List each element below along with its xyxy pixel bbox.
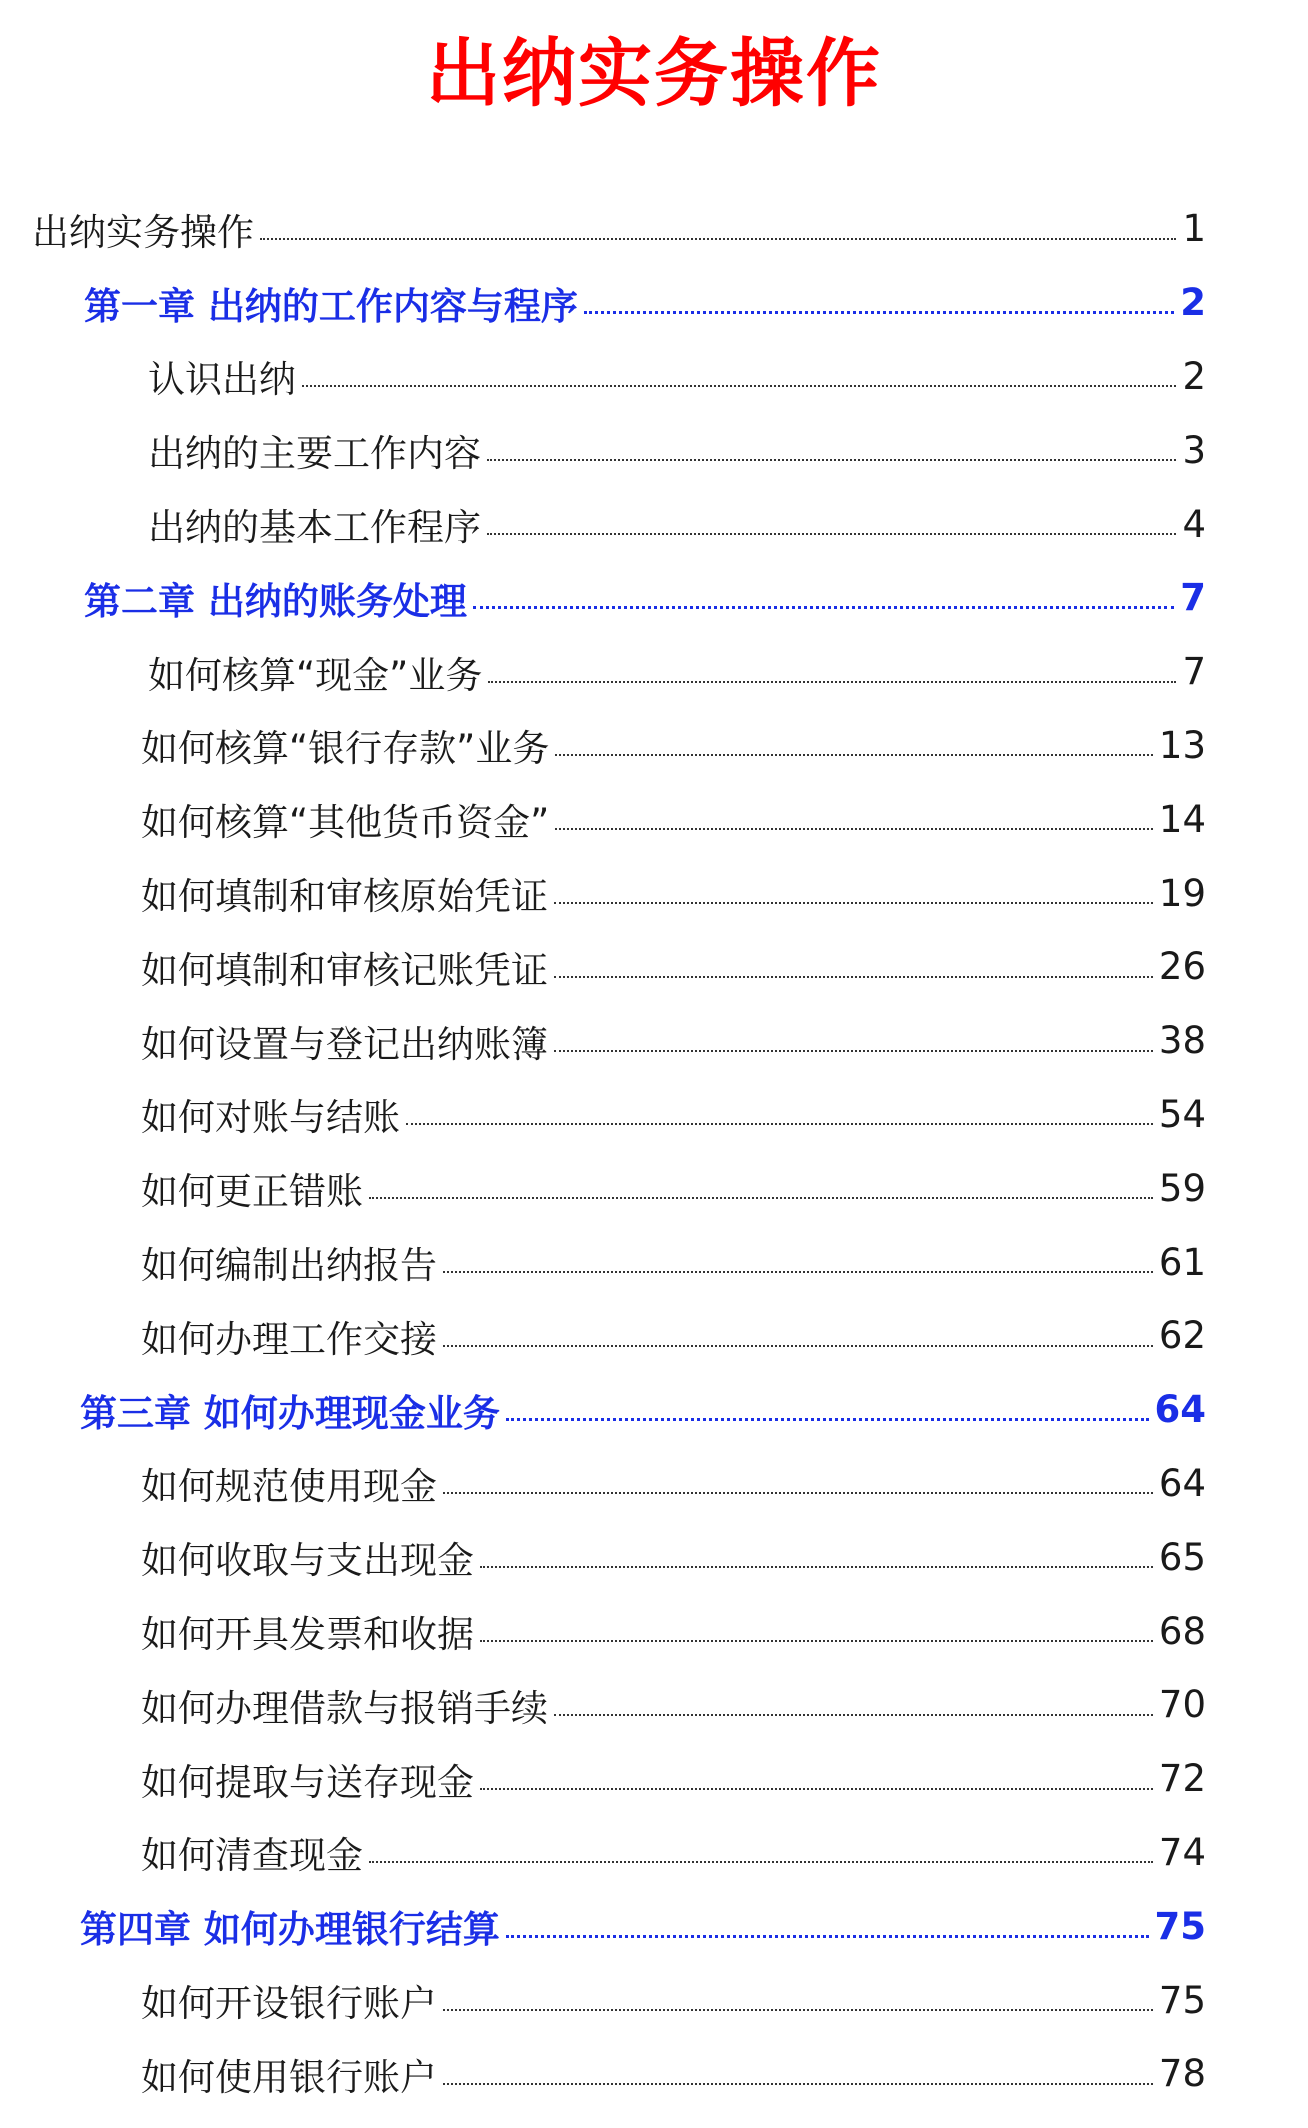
toc-dot-leader [554, 1050, 1153, 1052]
toc-entry[interactable] [0, 1151, 1308, 1225]
toc-dot-leader [480, 1566, 1153, 1568]
toc-page-number: 72 [1158, 1757, 1206, 1801]
toc-entry-label: 如何设置与登记出纳账簿 [141, 1022, 548, 1066]
toc-entry[interactable] [0, 1668, 1308, 1742]
toc-dot-leader [506, 1418, 1149, 1421]
toc-entry[interactable] [0, 1742, 1308, 1816]
toc-entry[interactable] [0, 1004, 1308, 1078]
toc-entry-label: 如何更正错账 [141, 1170, 363, 1214]
toc-entry-label: 如何开设银行账户 [141, 1982, 437, 2026]
toc-page-number: 19 [1158, 871, 1206, 915]
toc-dot-leader [554, 1714, 1153, 1716]
toc-page-number: 38 [1158, 1019, 1206, 1063]
toc-page-number: 4 [1182, 502, 1206, 546]
toc-entry-label: 如何对账与结账 [141, 1096, 400, 1140]
toc-dot-leader [260, 238, 1176, 240]
toc-page-number: 70 [1158, 1683, 1206, 1727]
toc-page-number: 26 [1158, 945, 1206, 989]
toc-page-number: 68 [1158, 1609, 1206, 1653]
toc-chapter-entry[interactable] [0, 561, 1308, 635]
toc-page-number: 75 [1154, 1904, 1206, 1948]
toc-entry-label: 如何提取与送存现金 [141, 1760, 474, 1804]
toc-dot-leader [487, 533, 1176, 535]
toc-entry-label: 如何办理工作交接 [141, 1317, 437, 1361]
toc-dot-leader [555, 828, 1153, 830]
toc-entry-label: 出纳的主要工作内容 [148, 432, 481, 476]
toc-page-number: 54 [1158, 1092, 1206, 1136]
toc-page-number: 64 [1158, 1461, 1206, 1505]
toc-dot-leader [443, 2083, 1153, 2085]
toc-dot-leader [487, 459, 1176, 461]
toc-dot-leader [369, 1197, 1153, 1199]
toc-page-number: 64 [1154, 1388, 1206, 1432]
toc-dot-leader [443, 2009, 1153, 2011]
toc-entry-label: 如何办理借款与报销手续 [141, 1686, 548, 1730]
toc-entry[interactable] [0, 487, 1308, 561]
toc-page-number: 2 [1182, 354, 1206, 398]
toc-dot-leader [506, 1935, 1149, 1938]
toc-entry-label: 如何编制出纳报告 [141, 1244, 437, 1288]
toc-dot-leader [555, 754, 1153, 756]
toc-entry[interactable] [0, 192, 1308, 266]
toc-entry[interactable] [0, 782, 1308, 856]
toc-dot-leader [406, 1123, 1153, 1125]
toc-dot-leader [443, 1271, 1153, 1273]
toc-entry-label: 第二章 出纳的账务处理 [84, 579, 467, 623]
toc-entry[interactable] [0, 1520, 1308, 1594]
toc-entry-label: 如何填制和审核记账凭证 [141, 948, 548, 992]
toc-entry[interactable] [0, 1299, 1308, 1373]
toc-page-number: 2 [1180, 281, 1206, 325]
toc-dot-leader [473, 606, 1174, 609]
toc-page-number: 1 [1182, 207, 1206, 251]
toc-entry-label: 认识出纳 [148, 358, 296, 402]
toc-entry-label: 如何填制和审核原始凭证 [141, 875, 548, 919]
toc-entry-label: 第四章 如何办理银行结算 [80, 1908, 500, 1952]
toc-entry-label: 出纳的基本工作程序 [148, 506, 481, 550]
toc-entry[interactable] [0, 340, 1308, 414]
toc-entry[interactable] [0, 930, 1308, 1004]
toc-entry-label: 如何开具发票和收据 [141, 1613, 474, 1657]
toc-entry[interactable] [0, 1447, 1308, 1521]
toc-page-number: 13 [1158, 723, 1206, 767]
toc-dot-leader [584, 311, 1174, 314]
toc-entry[interactable] [0, 2037, 1308, 2111]
toc-page-number: 7 [1180, 576, 1206, 620]
toc-entry-label: 如何核算“银行存款”业务 [141, 727, 550, 771]
toc-dot-leader [369, 1861, 1153, 1863]
toc-page-number: 7 [1182, 650, 1206, 694]
toc-entry-label: 如何收取与支出现金 [141, 1539, 474, 1583]
toc-entry[interactable] [0, 1594, 1308, 1668]
toc-entry[interactable] [0, 856, 1308, 930]
toc-chapter-entry[interactable] [0, 1889, 1308, 1963]
toc-page-number: 3 [1182, 428, 1206, 472]
toc-entry-label: 如何核算“现金”业务 [148, 653, 483, 697]
toc-entry-label: 第一章 出纳的工作内容与程序 [84, 284, 578, 328]
toc-page-number: 74 [1158, 1830, 1206, 1874]
toc-page-number: 75 [1158, 1978, 1206, 2022]
toc-entry[interactable] [0, 1078, 1308, 1152]
toc-entry[interactable] [0, 709, 1308, 783]
toc-entry[interactable] [0, 1225, 1308, 1299]
toc-dot-leader [443, 1492, 1153, 1494]
toc-chapter-entry[interactable] [0, 266, 1308, 340]
toc-page-number: 62 [1158, 1314, 1206, 1358]
toc-page-number: 65 [1158, 1535, 1206, 1579]
document-title: 出纳实务操作 [426, 31, 882, 117]
toc-dot-leader [554, 902, 1153, 904]
toc-entry-label: 第三章 如何办理现金业务 [80, 1391, 500, 1435]
toc-page-number: 14 [1158, 797, 1206, 841]
toc-entry-label: 如何核算“其他货币资金” [141, 801, 550, 845]
toc-dot-leader [480, 1788, 1153, 1790]
toc-dot-leader [480, 1640, 1153, 1642]
toc-entry[interactable] [0, 635, 1308, 709]
toc-entry-label: 如何规范使用现金 [141, 1465, 437, 1509]
toc-page-number: 78 [1158, 2052, 1206, 2096]
toc-page-number: 61 [1158, 1240, 1206, 1284]
toc-dot-leader [443, 1345, 1153, 1347]
toc-page-number: 59 [1158, 1166, 1206, 1210]
toc-dot-leader [554, 976, 1153, 978]
toc-entry-label: 如何使用银行账户 [141, 2055, 437, 2099]
table-of-contents [0, 192, 1308, 2111]
toc-chapter-entry[interactable] [0, 1373, 1308, 1447]
toc-entry-label: 如何清查现金 [141, 1834, 363, 1878]
toc-dot-leader [302, 385, 1176, 387]
toc-entry[interactable] [0, 1816, 1308, 1890]
toc-dot-leader [488, 681, 1176, 683]
toc-entry-label: 出纳实务操作 [32, 210, 254, 254]
toc-entry[interactable] [0, 1963, 1308, 2037]
toc-entry[interactable] [0, 413, 1308, 487]
